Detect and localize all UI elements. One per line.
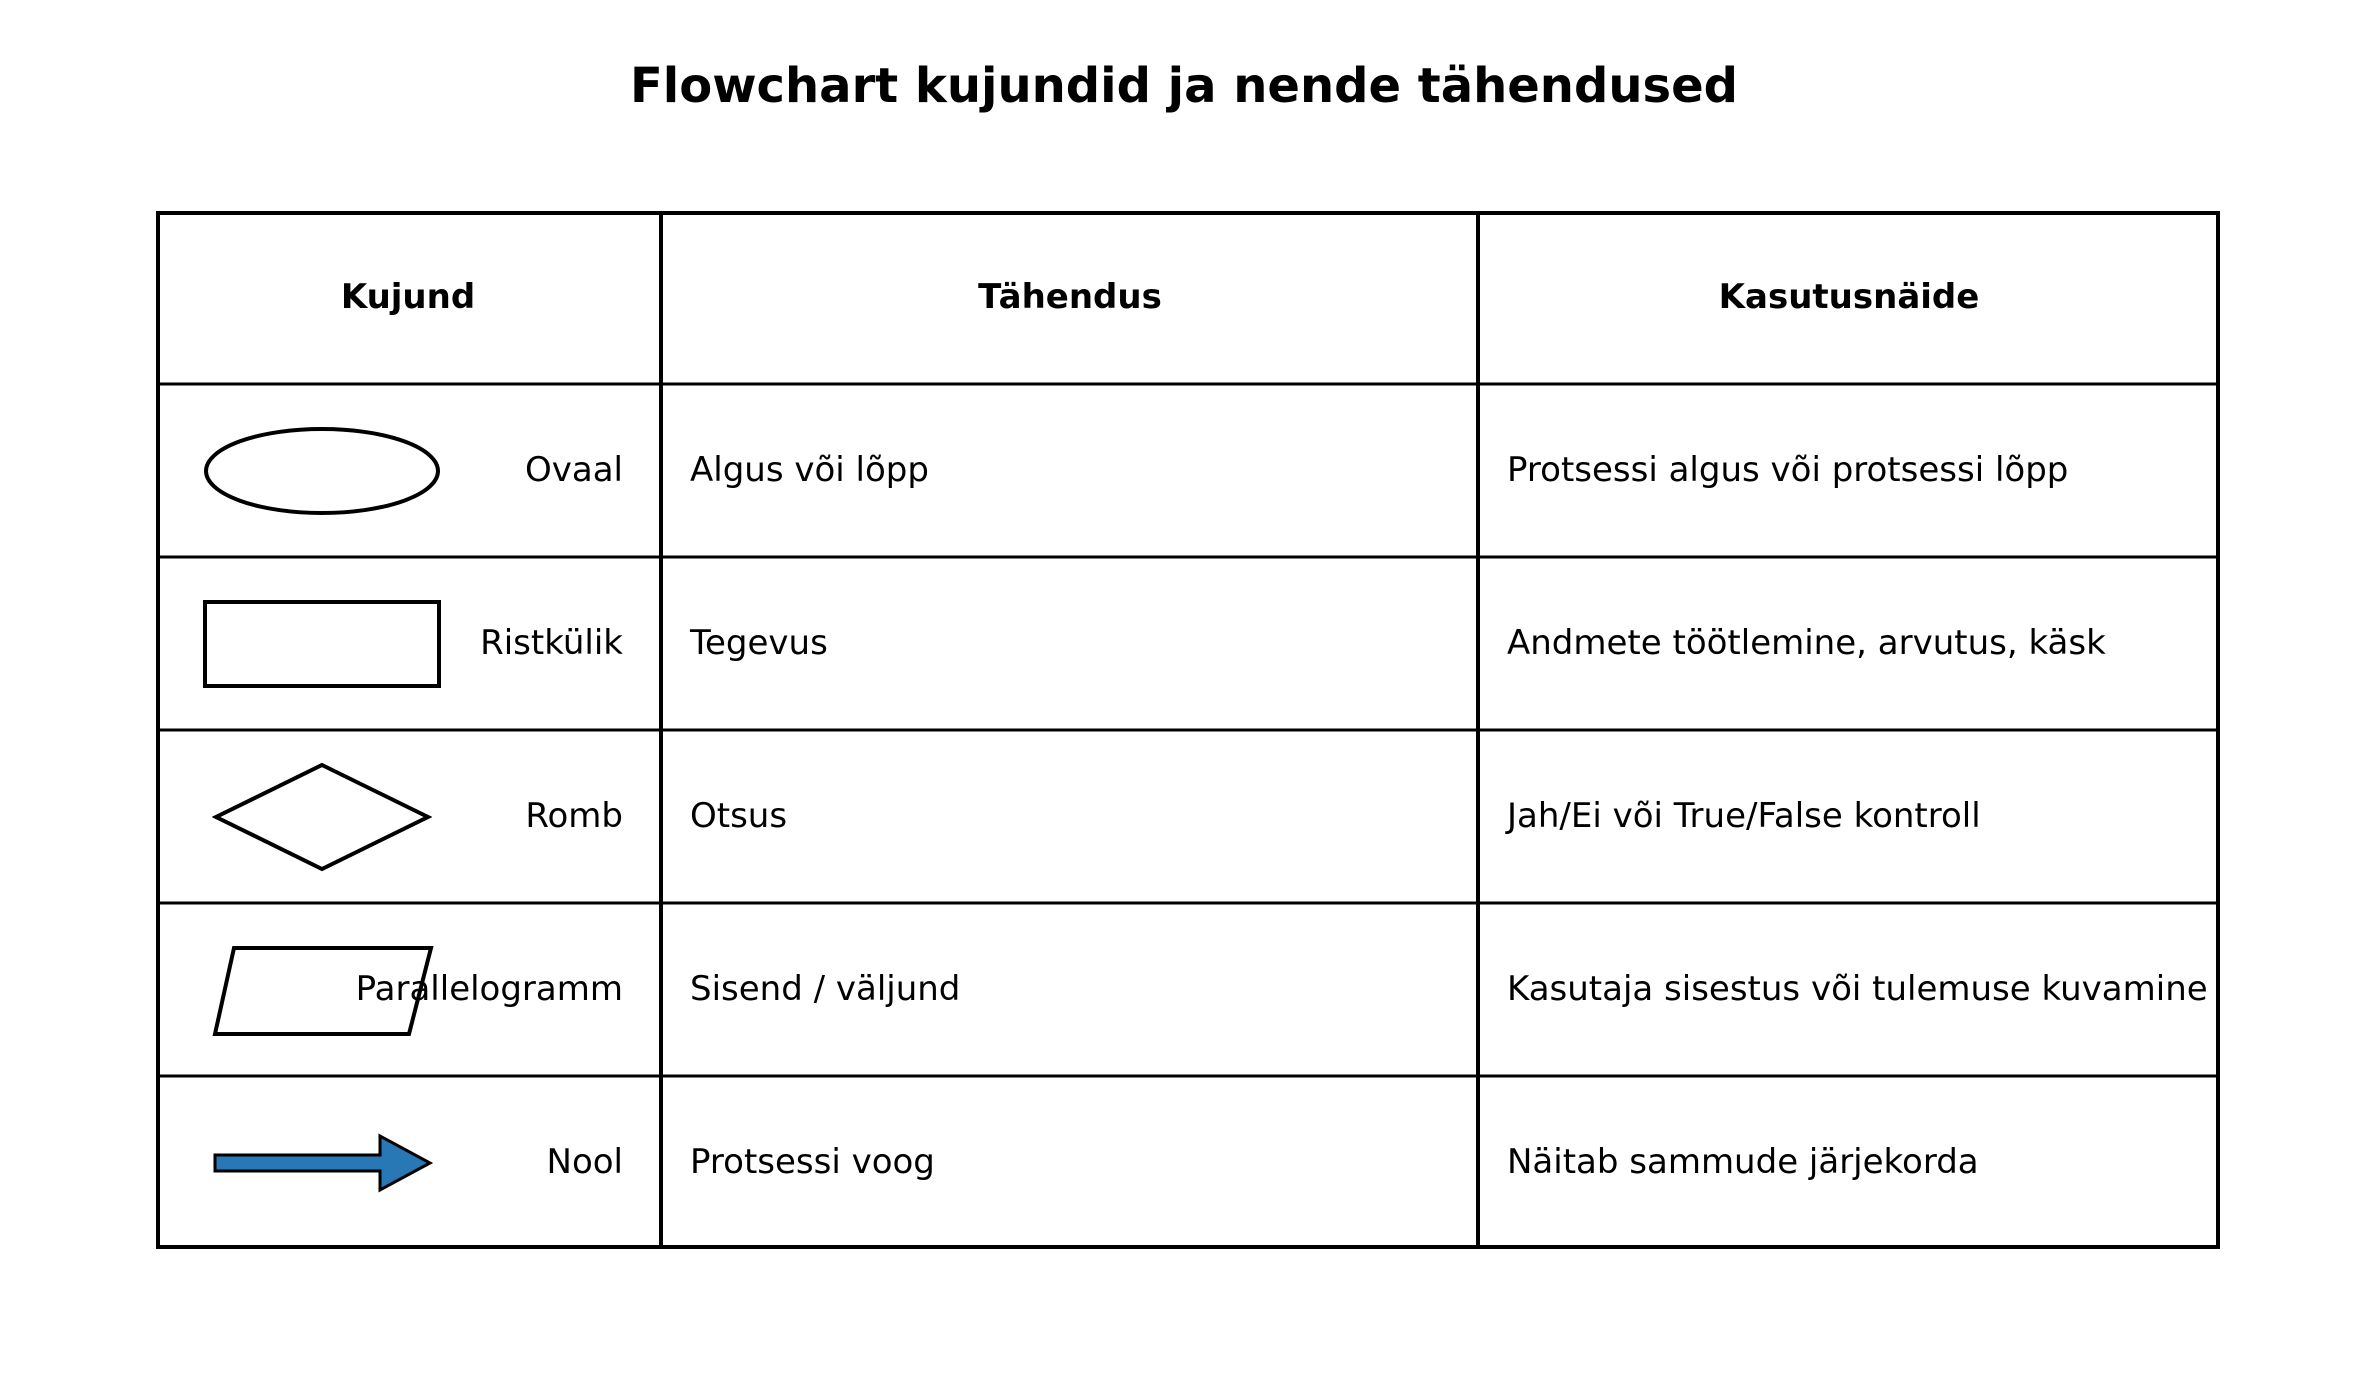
shape-example: Kasutaja sisestus või tulemuse kuvamine (1507, 969, 2208, 1009)
rectangle-icon (202, 599, 442, 689)
shape-name: Ristkülik (480, 623, 623, 663)
shape-meaning: Tegevus (690, 623, 828, 663)
header-meaning: Tähendus (978, 277, 1162, 317)
shape-meaning: Algus või lõpp (690, 450, 929, 490)
shape-name: Ovaal (525, 450, 623, 490)
shape-meaning: Protsessi voog (690, 1142, 935, 1182)
shape-name: Parallelogramm (355, 969, 623, 1009)
shape-example: Jah/Ei või True/False kontroll (1507, 796, 1981, 836)
oval-icon (202, 425, 442, 517)
shape-name: Nool (546, 1142, 623, 1182)
shape-meaning: Sisend / väljund (690, 969, 961, 1009)
shapes-table (156, 211, 2220, 1249)
page-title: Flowchart kujundid ja nende tähendused (629, 58, 1738, 114)
shape-name: Romb (525, 796, 623, 836)
arrow-icon (212, 1132, 434, 1194)
header-example: Kasutusnäide (1718, 277, 1980, 317)
shape-example: Näitab sammude järjekorda (1507, 1142, 1979, 1182)
shape-example: Protsessi algus või protsessi lõpp (1507, 450, 2069, 490)
header-shape: Kujund (340, 277, 476, 317)
diamond-icon (212, 761, 432, 873)
table-grid-lines (156, 211, 2220, 1249)
shape-meaning: Otsus (690, 796, 788, 836)
shape-example: Andmete töötlemine, arvutus, käsk (1507, 623, 2106, 663)
